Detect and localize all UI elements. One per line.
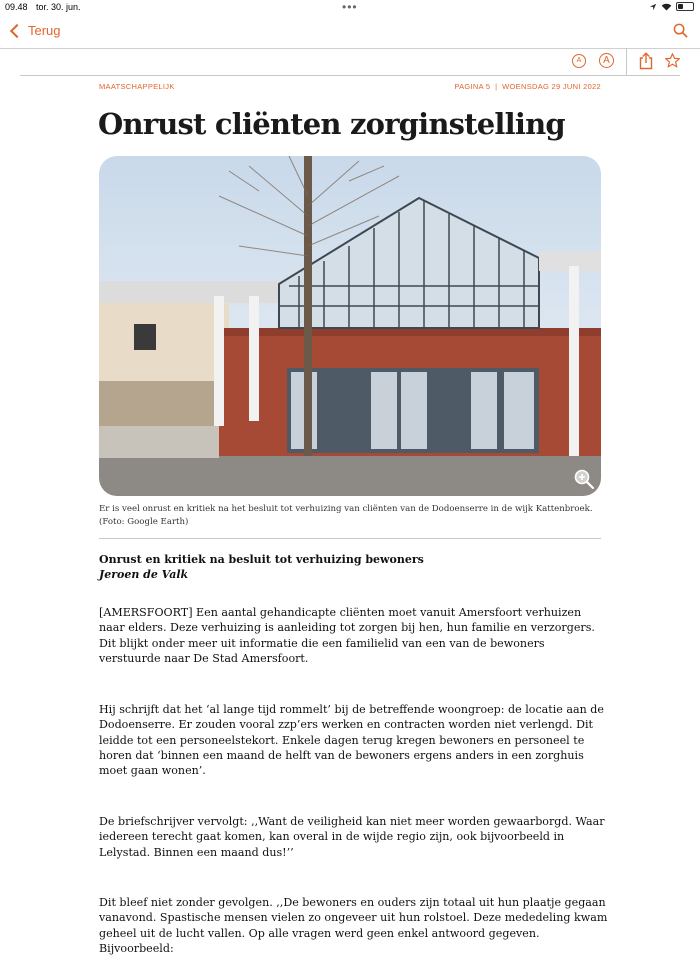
article-paragraph: Dit bleef niet zonder gevolgen. ,,De bewoners en ouders zijn totaal uit hun plaatje gegaan vanavond. Spastische mensen vielen zo ongeveer uit hun rolstoel. Deze mededeling kwam geheel uit de lucht vallen. Op alle vragen werd geen enkel antwoord gegeven. Bijvoorbeeld: (99, 896, 608, 955)
nav-bar (0, 16, 700, 49)
section-label: MAATSCHAPPELIJK (99, 82, 175, 91)
building-photo (99, 156, 601, 496)
share-icon[interactable] (638, 52, 654, 70)
wifi-icon (661, 3, 672, 11)
status-date: tor. 30. jun. (36, 2, 81, 12)
status-icons (649, 2, 694, 11)
star-icon[interactable] (664, 52, 681, 69)
multitasking-dots[interactable]: ••• (342, 0, 358, 14)
page-date-meta: PAGINA 5 | WOENSDAG 29 JUNI 2022 (454, 82, 601, 91)
article-photo[interactable] (99, 156, 601, 496)
font-decrease-button[interactable]: A (572, 54, 586, 68)
battery-icon (676, 2, 694, 11)
article-author: Jeroen de Valk (99, 568, 189, 581)
article-paragraph: Hij schrijft dat het ‘al lange tijd rommelt’ bij de betreffende woongroep: de locatie aan de Dodoenserre. Er zouden vooral zzp’ers werken en contracten worden niet verlengd. Dit leidde tot een personeelstekort. Enkele dagen terug kregen bewoners en personeel te horen dat ‘binnen een maand de helft van de bewoners ergens anders in een zorghuis moet gaan wonen’. (99, 703, 604, 778)
chevron-left-icon (10, 23, 24, 37)
article-toolbar (20, 48, 680, 76)
article-paragraph: [AMERSFOORT] Een aantal gehandicapte cliënten moet vanuit Amersfoort verhuizen naar elders. Deze verhuizing is aanleiding tot zorgen bij hen, hun familie en verzorgers. Dit blijkt onder meer uit informatie die een familielid van een van de bewoners verstuurde naar De Stad Amersfoort. (99, 606, 595, 665)
battery-level (678, 4, 683, 9)
back-button-label: Terug (28, 23, 61, 38)
status-time: 09.48 (5, 2, 28, 12)
photo-caption: Er is veel onrust en kritiek na het besluit tot verhuizing van cliënten van de Dodoenserre in de wijk Kattenbroek. (Foto: Google Earth) (99, 504, 593, 527)
status-bar (0, 0, 700, 16)
toolbar-divider (626, 48, 627, 75)
zoom-in-icon[interactable] (573, 468, 595, 490)
divider (99, 538, 601, 539)
article-subtitle: Onrust en kritiek na besluit tot verhuizing bewoners (99, 553, 424, 566)
search-icon[interactable] (673, 23, 688, 38)
font-increase-button[interactable]: A (599, 53, 614, 68)
article-paragraph: De briefschrijver vervolgt: ,,Want de veiligheid kan niet meer worden gewaarborgd. Waar iedereen terecht gaat komen, kan overal in de wijde regio zijn, ook bijvoorbeeld in Lelystad. Binnen een maand dus!’’ (99, 815, 605, 859)
location-icon (649, 3, 657, 11)
back-button[interactable] (8, 23, 61, 38)
article-headline: Onrust cliënten zorginstelling (98, 107, 565, 141)
